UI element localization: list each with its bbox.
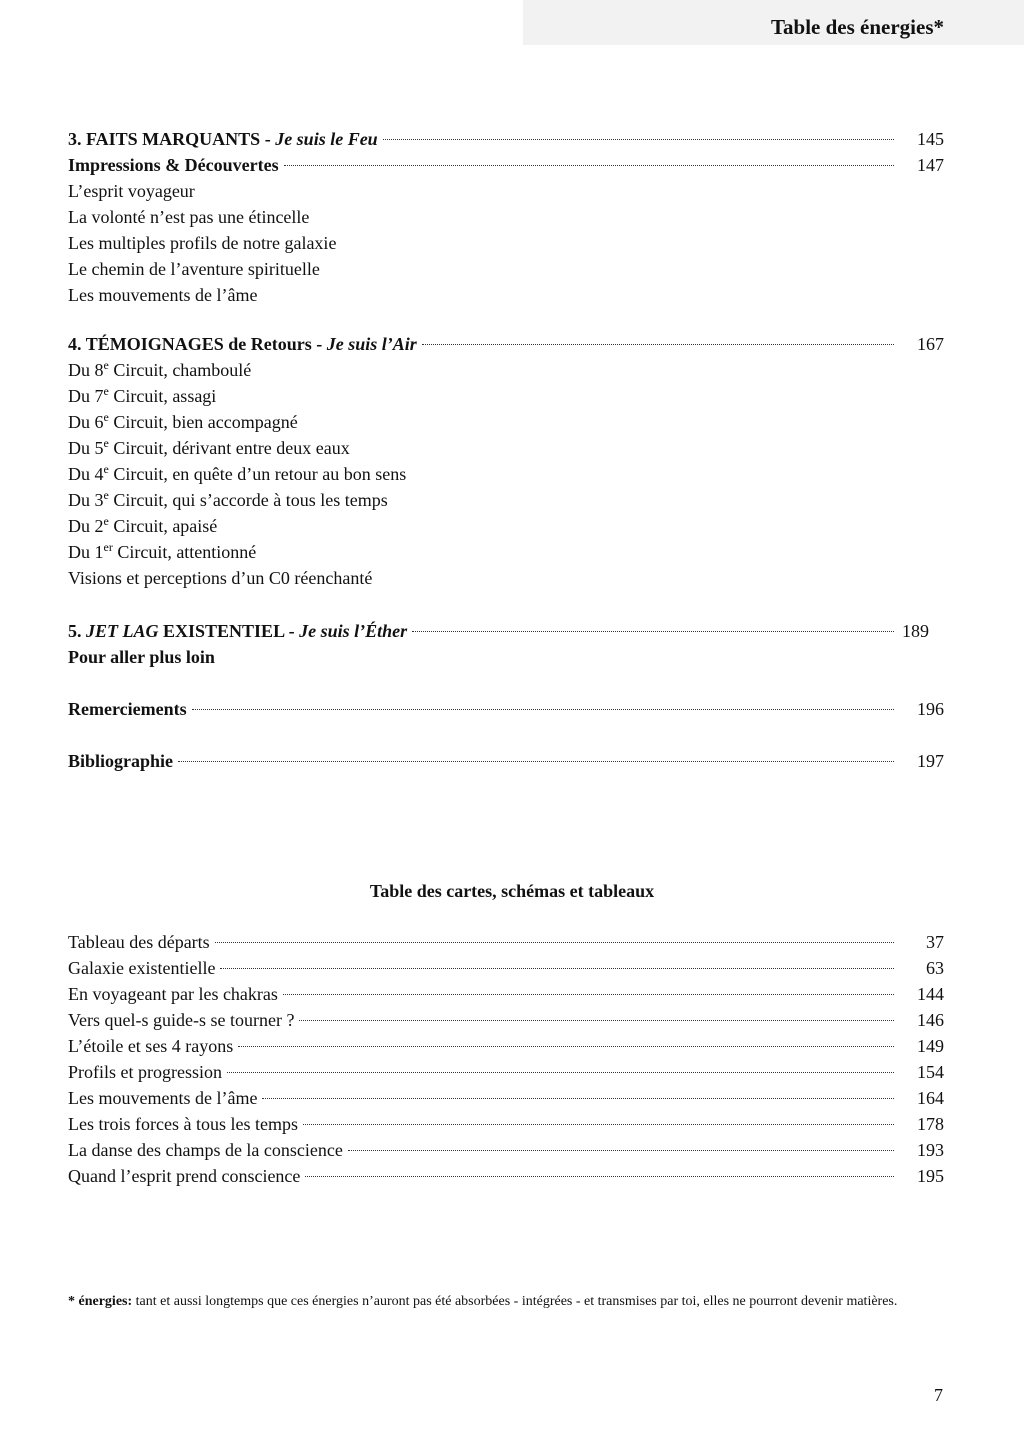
page-ref: 37 (926, 932, 944, 952)
page-ref: 63 (926, 958, 944, 978)
page-number: 7 (934, 1385, 943, 1405)
page-ref: 146 (917, 1010, 944, 1030)
tables-list (68, 929, 944, 1189)
dot-leader (262, 1097, 894, 1099)
section-5 (68, 618, 948, 670)
section-3 (68, 126, 944, 308)
page-ref: 144 (917, 984, 944, 1004)
section-number: 5. (68, 621, 82, 641)
table-entry[interactable]: Quand l’esprit prend conscience 195 (68, 1163, 944, 1189)
dot-leader (383, 138, 894, 140)
page-ref: 195 (917, 1166, 944, 1186)
toc-item-pour-aller-plus-loin[interactable]: Pour aller plus loin (68, 647, 215, 667)
table-entry[interactable]: Les trois forces à tous les temps 178 (68, 1111, 944, 1137)
toc-item[interactable]: L’esprit voyageur (68, 181, 195, 201)
section-subtitle: Je suis le Feu (275, 129, 378, 149)
dot-leader (305, 1175, 894, 1177)
page-ref: 196 (917, 699, 944, 719)
toc-item-circuit[interactable]: Du 8e Circuit, chamboulé (68, 358, 252, 380)
toc-item-circuit[interactable]: Du 4e Circuit, en quête d’un retour au bon sens (68, 462, 407, 484)
dot-leader (283, 993, 894, 995)
section-title-italic: JET LAG (86, 621, 159, 641)
section-title: TÉMOIGNAGES de Retours (85, 334, 312, 354)
section-4 (68, 331, 944, 591)
entry-title: Bibliographie (68, 751, 174, 771)
section-subtitle: Je suis l’Éther (299, 621, 408, 641)
toc-entry-section-3[interactable]: 3. FAITS MARQUANTS - Je suis le Feu 145 (68, 126, 944, 152)
toc-item-circuit[interactable]: Du 6e Circuit, bien accompagné (68, 410, 298, 432)
dot-leader (227, 1071, 894, 1073)
dot-leader (215, 941, 894, 943)
toc-entry-section-4[interactable]: 4. TÉMOIGNAGES de Retours - Je suis l’Air 167 (68, 331, 944, 357)
dot-leader (412, 630, 894, 632)
toc-entry-bibliographie[interactable] (68, 748, 944, 774)
toc-item-circuit[interactable]: Du 3e Circuit, qui s’accorde à tous les temps (68, 488, 388, 510)
table-entry[interactable]: Tableau des départs 37 (68, 929, 944, 955)
table-entry[interactable]: Profils et progression 154 (68, 1059, 944, 1085)
toc-item[interactable]: Le chemin de l’aventure spirituelle (68, 259, 320, 279)
table-entry[interactable]: En voyageant par les chakras 144 (68, 981, 944, 1007)
remerciements-entry-wrap (68, 696, 944, 722)
toc-item-circuit[interactable]: Du 7e Circuit, assagi (68, 384, 217, 406)
footnote-marker: * énergies: (68, 1294, 133, 1309)
footnote-text: tant et aussi longtemps que ces énergies n’auront pas été absorbées - intégrées - et transmises par toi, elles ne pourront devenir matières. (132, 1294, 898, 1309)
page-ref: 164 (917, 1088, 944, 1108)
footnote (68, 1292, 946, 1311)
dot-leader (284, 164, 894, 166)
page-ref: 145 (917, 129, 944, 149)
dot-leader (422, 343, 894, 345)
toc-item[interactable]: Les multiples profils de notre galaxie (68, 233, 337, 253)
table-entry[interactable]: Galaxie existentielle 63 (68, 955, 944, 981)
toc-item-circuit[interactable]: Du 5e Circuit, dérivant entre deux eaux (68, 436, 350, 458)
dot-leader (178, 760, 894, 762)
subsection-title: Impressions & Découvertes (68, 155, 279, 175)
toc-item[interactable]: Les mouvements de l’âme (68, 285, 258, 305)
toc-item[interactable]: La volonté n’est pas une étincelle (68, 207, 310, 227)
page-ref: 178 (917, 1114, 944, 1134)
section-number: 3. (68, 129, 82, 149)
page-ref: 154 (917, 1062, 944, 1082)
section-subtitle: Je suis l’Air (326, 334, 417, 354)
section-number: 4. (68, 334, 82, 354)
dot-leader (238, 1045, 894, 1047)
toc-item-circuit[interactable]: Du 1er Circuit, attentionné (68, 540, 257, 562)
table-entry[interactable]: Les mouvements de l’âme 164 (68, 1085, 944, 1111)
section-title: EXISTENTIEL (158, 621, 285, 641)
header-title: Table des énergies* (770, 15, 944, 39)
page-ref: 197 (917, 751, 944, 771)
dot-leader (299, 1019, 894, 1021)
toc-entry-section-5[interactable]: 5. JET LAG EXISTENTIEL - Je suis l’Éther 189 (68, 618, 948, 644)
section-title: FAITS MARQUANTS (86, 129, 261, 149)
page-ref: 167 (917, 334, 944, 354)
page-ref: 193 (917, 1140, 944, 1160)
header-bar (523, 0, 1024, 45)
dot-leader (192, 708, 894, 710)
bibliographie-entry-wrap (68, 748, 944, 774)
dot-leader (348, 1149, 894, 1151)
table-entry[interactable]: L’étoile et ses 4 rayons 149 (68, 1033, 944, 1059)
page-ref: 147 (917, 155, 944, 175)
toc-entry-remerciements[interactable] (68, 696, 944, 722)
dot-leader (303, 1123, 894, 1125)
tables-section-title: Table des cartes, schémas et tableaux (369, 881, 655, 901)
page-ref: 149 (917, 1036, 944, 1056)
dot-leader (220, 967, 894, 969)
toc-item[interactable]: Visions et perceptions d’un C0 réenchanté (68, 568, 373, 588)
table-entry[interactable]: La danse des champs de la conscience 193 (68, 1137, 944, 1163)
toc-entry-impressions[interactable] (68, 152, 944, 178)
toc-item-circuit[interactable]: Du 2e Circuit, apaisé (68, 514, 218, 536)
entry-title: Remerciements (68, 699, 187, 719)
page-ref: 189 (902, 621, 929, 641)
table-entry[interactable]: Vers quel-s guide-s se tourner ? 146 (68, 1007, 944, 1033)
